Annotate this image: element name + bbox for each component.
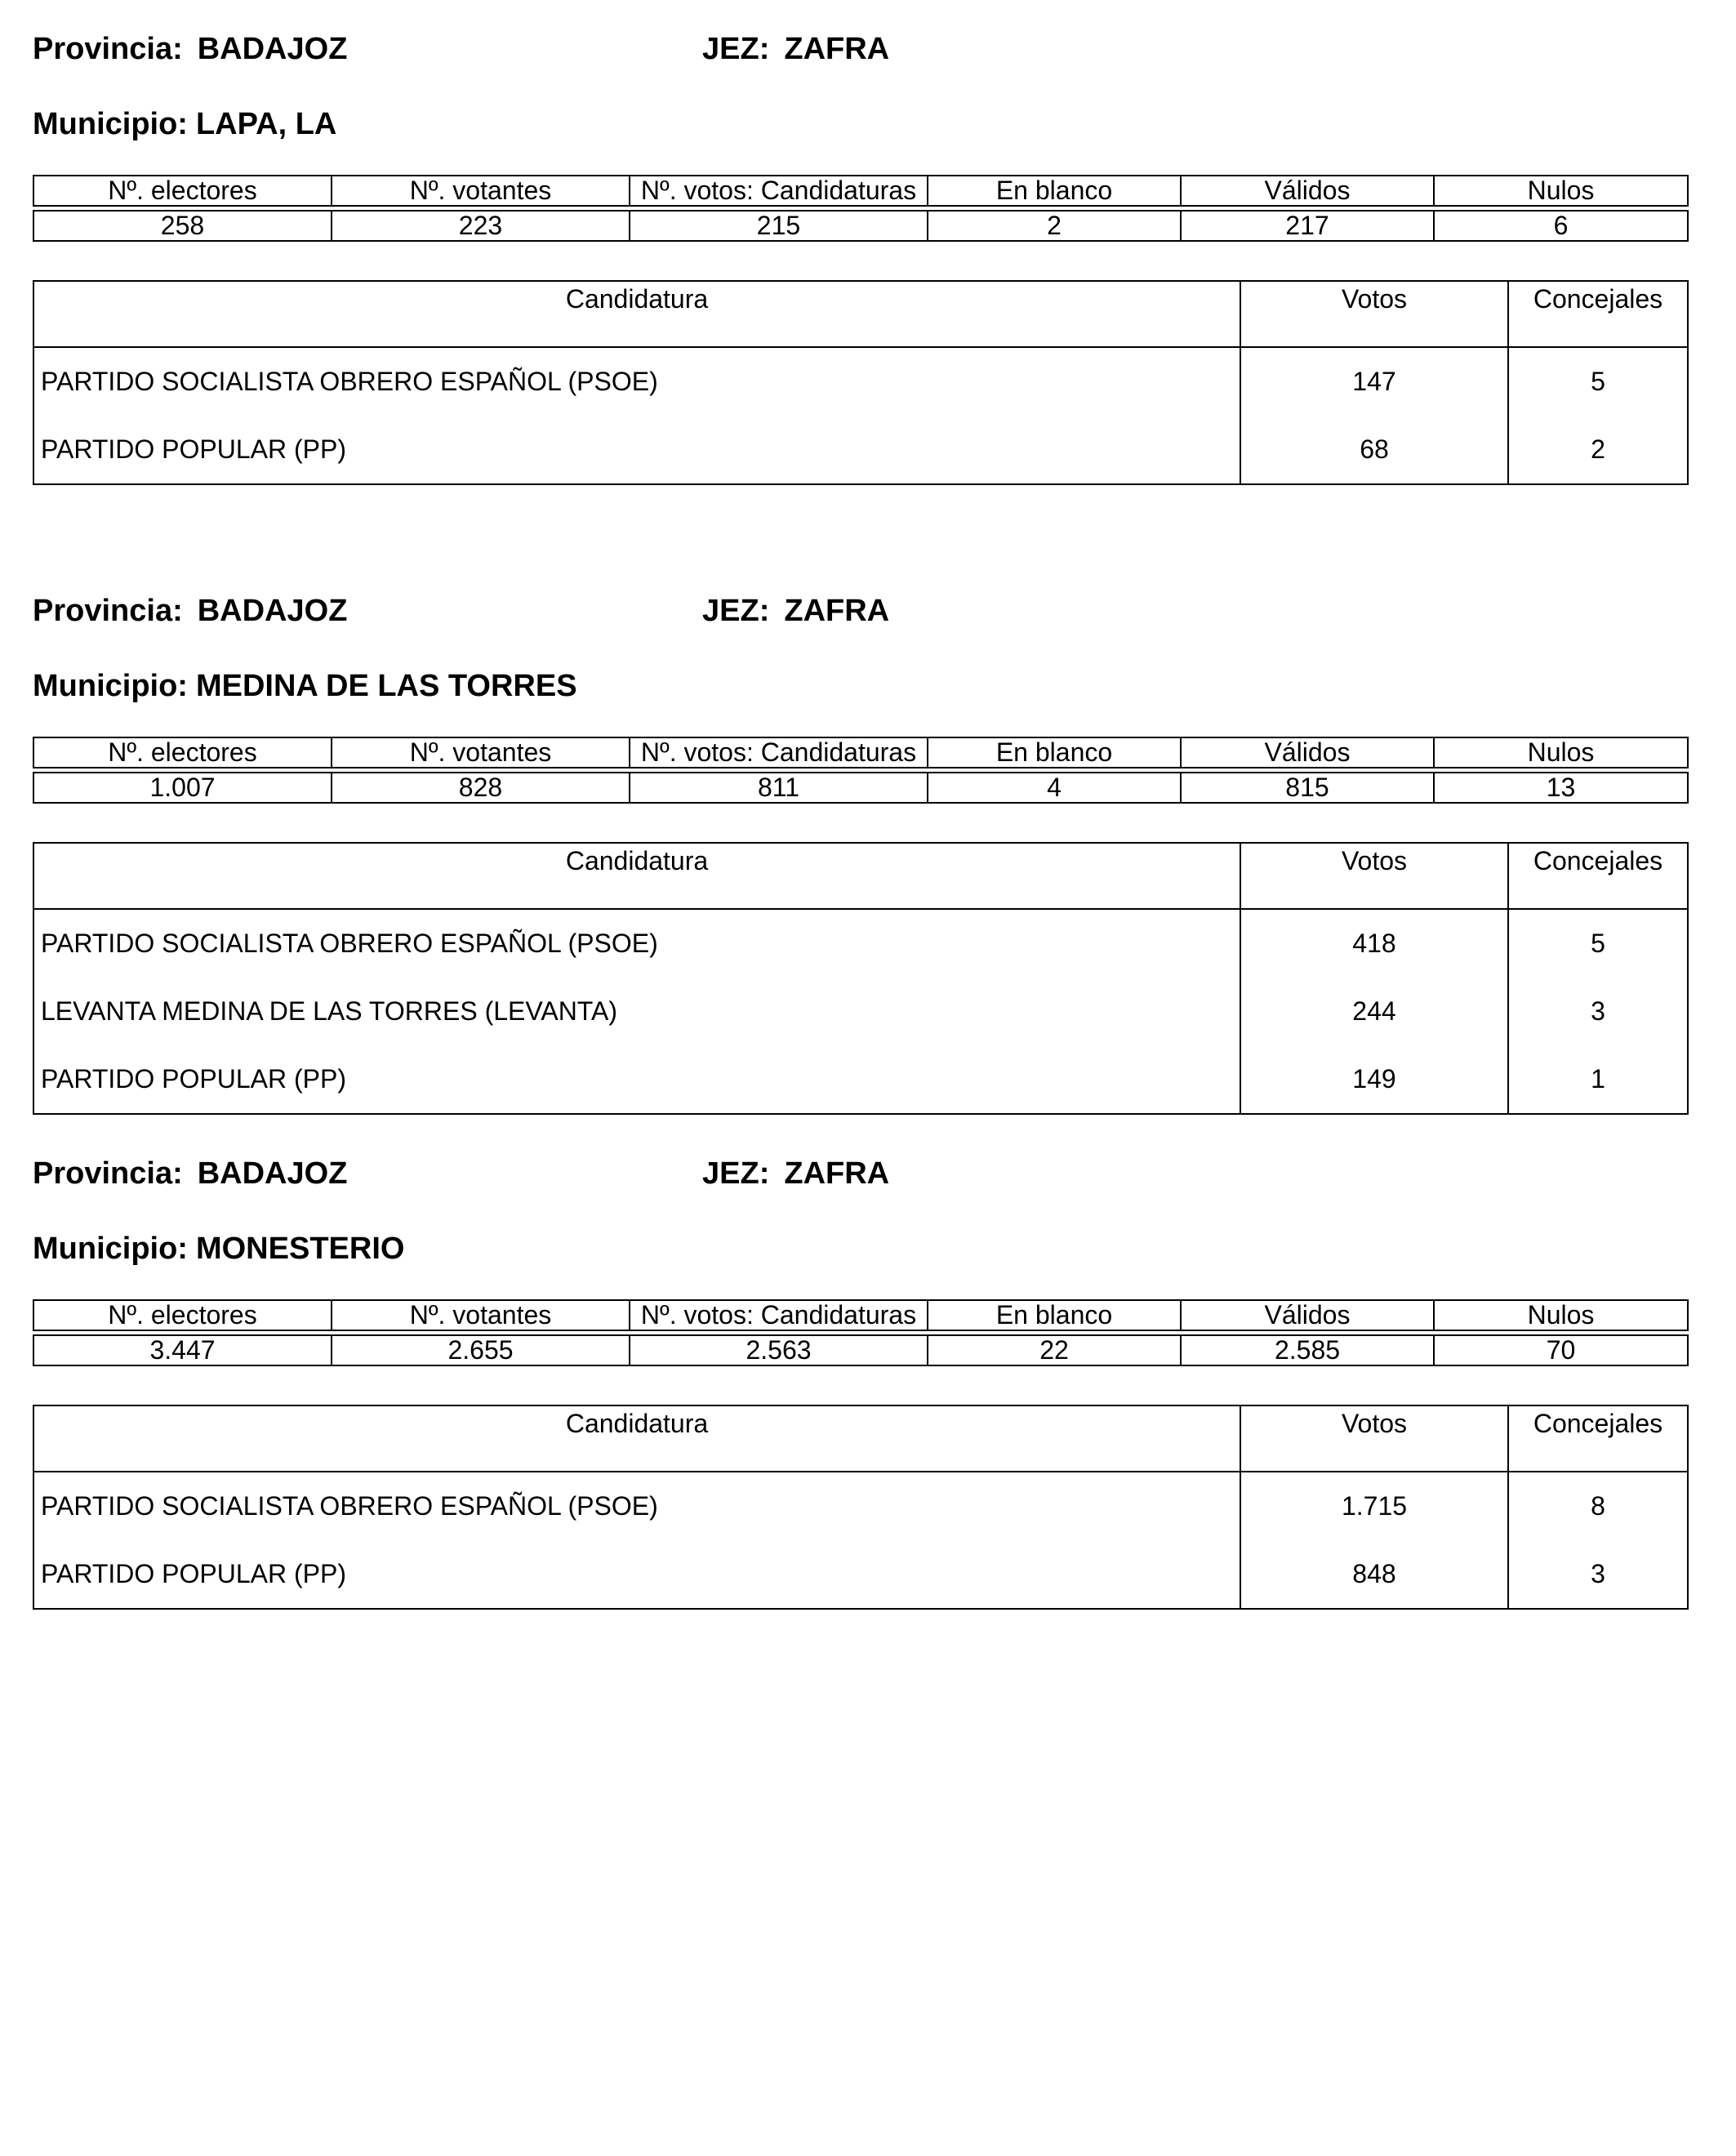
stats-header-nulos: Nulos: [1434, 737, 1688, 768]
stats-table: [33, 1299, 1689, 1366]
cand-name: PARTIDO SOCIALISTA OBRERO ESPAÑOL (PSOE): [33, 1472, 1240, 1540]
cand-name: PARTIDO POPULAR (PP): [33, 1540, 1240, 1609]
stats-value-validos: 815: [1181, 773, 1434, 803]
cand-header-candidatura: Candidatura: [33, 281, 1240, 347]
provincia-value: BADAJOZ: [197, 32, 348, 66]
jez-line: [702, 590, 889, 631]
candidaturas-table: [33, 842, 1689, 1115]
stats-value-electores: 3.447: [33, 1335, 332, 1365]
cand-votos: 848: [1240, 1540, 1508, 1609]
cand-header-concejales: Concejales: [1508, 281, 1688, 347]
cand-name: PARTIDO SOCIALISTA OBRERO ESPAÑOL (PSOE): [33, 909, 1240, 978]
stats-table: [33, 175, 1689, 242]
stats-value-electores: 258: [33, 211, 332, 241]
stats-header-validos: Válidos: [1181, 737, 1434, 768]
provincia-label: Provincia:: [33, 32, 183, 66]
stats-header-validos: Válidos: [1181, 176, 1434, 206]
cand-name: PARTIDO POPULAR (PP): [33, 1045, 1240, 1114]
provincia-line: [33, 29, 347, 69]
provincia-label: Provincia:: [33, 1156, 183, 1191]
cand-concejales: 5: [1508, 909, 1688, 978]
stats-value-validos: 2.585: [1181, 1335, 1434, 1365]
stats-value-votos-candidaturas: 2.563: [630, 1335, 928, 1365]
stats-header-votos-candidaturas: Nº. votos: Candidaturas: [630, 1300, 928, 1330]
stats-value-en-blanco: 2: [928, 211, 1181, 241]
jez-line: [702, 1153, 889, 1194]
stats-value-nulos: 70: [1434, 1335, 1688, 1365]
jez-line: [702, 29, 889, 69]
cand-header-concejales: Concejales: [1508, 843, 1688, 909]
stats-value-votos-candidaturas: 215: [630, 211, 928, 241]
cand-header-votos: Votos: [1240, 843, 1508, 909]
stats-header-en-blanco: En blanco: [928, 1300, 1181, 1330]
municipio-value: LAPA, LA: [195, 107, 337, 141]
provincia-value: BADAJOZ: [197, 1156, 348, 1191]
stats-header-nulos: Nulos: [1434, 1300, 1688, 1330]
cand-votos: 244: [1240, 978, 1508, 1045]
municipio-line: [33, 104, 336, 145]
stats-value-validos: 217: [1181, 211, 1434, 241]
jez-label: JEZ:: [702, 594, 770, 628]
cand-votos: 147: [1240, 347, 1508, 416]
cand-concejales: 5: [1508, 347, 1688, 416]
stats-value-nulos: 13: [1434, 773, 1688, 803]
provincia-label: Provincia:: [33, 594, 183, 628]
stats-value-votantes: 828: [332, 773, 630, 803]
municipio-value: MONESTERIO: [195, 1232, 405, 1266]
jez-value: ZAFRA: [784, 594, 890, 628]
candidaturas-table: [33, 280, 1689, 485]
cand-header-concejales: Concejales: [1508, 1405, 1688, 1472]
jez-label: JEZ:: [702, 1156, 770, 1191]
provincia-line: [33, 590, 347, 631]
jez-value: ZAFRA: [784, 1156, 890, 1191]
stats-header-votantes: Nº. votantes: [332, 176, 630, 206]
stats-table: [33, 737, 1689, 804]
stats-header-votos-candidaturas: Nº. votos: Candidaturas: [630, 176, 928, 206]
cand-votos: 418: [1240, 909, 1508, 978]
municipio-label: Municipio:: [33, 669, 188, 703]
municipio-label: Municipio:: [33, 107, 188, 141]
jez-label: JEZ:: [702, 32, 770, 66]
cand-header-candidatura: Candidatura: [33, 843, 1240, 909]
stats-value-electores: 1.007: [33, 773, 332, 803]
cand-votos: 1.715: [1240, 1472, 1508, 1540]
cand-concejales: 3: [1508, 978, 1688, 1045]
cand-concejales: 2: [1508, 416, 1688, 484]
stats-header-en-blanco: En blanco: [928, 737, 1181, 768]
municipio-line: [33, 1228, 404, 1269]
stats-value-votos-candidaturas: 811: [630, 773, 928, 803]
stats-value-votantes: 2.655: [332, 1335, 630, 1365]
cand-votos: 149: [1240, 1045, 1508, 1114]
municipio-label: Municipio:: [33, 1232, 188, 1266]
cand-header-votos: Votos: [1240, 281, 1508, 347]
stats-header-votos-candidaturas: Nº. votos: Candidaturas: [630, 737, 928, 768]
jez-value: ZAFRA: [784, 32, 890, 66]
stats-header-nulos: Nulos: [1434, 176, 1688, 206]
stats-header-electores: Nº. electores: [33, 737, 332, 768]
stats-value-en-blanco: 4: [928, 773, 1181, 803]
stats-value-votantes: 223: [332, 211, 630, 241]
cand-concejales: 3: [1508, 1540, 1688, 1609]
stats-header-electores: Nº. electores: [33, 176, 332, 206]
stats-header-validos: Válidos: [1181, 1300, 1434, 1330]
cand-name: PARTIDO POPULAR (PP): [33, 416, 1240, 484]
candidaturas-table: [33, 1405, 1689, 1610]
stats-value-nulos: 6: [1434, 211, 1688, 241]
cand-name: LEVANTA MEDINA DE LAS TORRES (LEVANTA): [33, 978, 1240, 1045]
provincia-value: BADAJOZ: [197, 594, 348, 628]
cand-votos: 68: [1240, 416, 1508, 484]
cand-header-candidatura: Candidatura: [33, 1405, 1240, 1472]
cand-header-votos: Votos: [1240, 1405, 1508, 1472]
stats-header-en-blanco: En blanco: [928, 176, 1181, 206]
stats-header-votantes: Nº. votantes: [332, 1300, 630, 1330]
stats-header-votantes: Nº. votantes: [332, 737, 630, 768]
cand-name: PARTIDO SOCIALISTA OBRERO ESPAÑOL (PSOE): [33, 347, 1240, 416]
municipio-line: [33, 666, 577, 706]
cand-concejales: 1: [1508, 1045, 1688, 1114]
stats-value-en-blanco: 22: [928, 1335, 1181, 1365]
stats-header-electores: Nº. electores: [33, 1300, 332, 1330]
provincia-line: [33, 1153, 347, 1194]
cand-concejales: 8: [1508, 1472, 1688, 1540]
municipio-value: MEDINA DE LAS TORRES: [195, 669, 577, 703]
